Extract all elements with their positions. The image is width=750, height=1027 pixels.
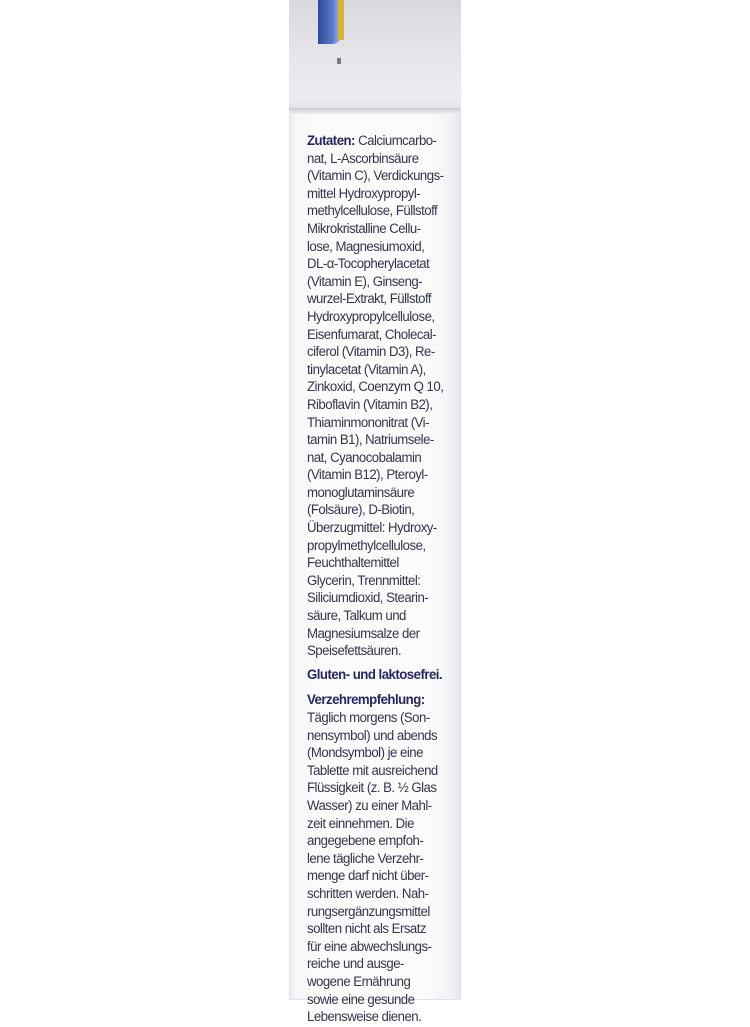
recommendation-line: reiche und ausge-	[307, 956, 404, 973]
recommendation-line: Wasser) zu einer Mahl-	[307, 797, 432, 814]
ingredients-line: (Folsäure), D-Biotin,	[307, 502, 415, 519]
package-fold-edge	[289, 108, 461, 114]
ingredients-line: propylmethylcellulose,	[307, 537, 426, 554]
ingredients-line: Speisefettsäuren.	[307, 643, 402, 660]
recommendation-heading: Verzehrempfehlung:	[307, 692, 425, 709]
ingredients-line: nat, L-Ascorbinsäure	[307, 150, 419, 167]
ingredients-line: Thiaminmononitrat (Vi-	[307, 414, 429, 431]
recommendation-line: schritten werden. Nah-	[307, 885, 429, 902]
ingredients-line: tamin B1), Natriumsele-	[307, 432, 434, 449]
ingredients-line: mittel Hydroxypropyl-	[307, 185, 421, 202]
ingredients-line: lose, Magnesiumoxid,	[307, 238, 425, 255]
recommendation-line: menge darf nicht über-	[307, 868, 429, 885]
recommendation-line: für eine abwechslungs-	[307, 938, 432, 955]
ingredients-line: Überzugmittel: Hydroxy-	[307, 520, 437, 537]
ingredients-line: Magnesiumsalze der	[307, 625, 420, 642]
ingredients-line: methylcellulose, Füllstoff	[307, 203, 438, 220]
ingredients-line: Hydroxypropylcellulose,	[307, 308, 435, 325]
ingredients-line: Calciumcarbo-	[354, 133, 437, 149]
recommendation-line: Täglich morgens (Son-	[307, 710, 430, 726]
recommendation-line: angegebene empfoh-	[307, 833, 424, 850]
logo-gold-band	[338, 0, 344, 40]
ingredients-line: ciferol (Vitamin D3), Re-	[307, 344, 435, 361]
recommendation-line: sowie eine gesunde	[307, 991, 415, 1008]
logo-mark	[337, 58, 341, 64]
ingredients-line: tinylacetat (Vitamin A),	[307, 361, 426, 378]
ingredients-line: Eisenfumarat, Cholecal-	[307, 326, 437, 343]
ingredients-line: Siliciumdioxid, Stearin-	[307, 590, 429, 607]
ingredients-section	[307, 133, 445, 661]
recommendation-line: (Mondsymbol) je eine	[307, 745, 423, 762]
recommendation-line: zeit einnehmen. Die	[307, 815, 414, 832]
gluten-lactose-note: Gluten- und laktosefrei.	[307, 666, 443, 683]
ingredients-heading: Zutaten:	[307, 133, 355, 149]
recommendation-line: Flüssigkeit (z. B. ½ Glas	[307, 780, 437, 797]
recommendation-line: wogene Ernährung	[307, 973, 411, 990]
ingredients-line: (Vitamin E), Ginseng-	[307, 273, 423, 290]
recommendation-line: sollten nicht als Ersatz	[307, 921, 426, 938]
recommendation-line: Tablette mit ausreichend	[307, 762, 438, 779]
ingredients-line: Zinkoxid, Coenzym Q 10,	[307, 379, 444, 396]
ingredients-line: (Vitamin B12), Pteroyl-	[307, 467, 428, 484]
recommendation-line: rungsergänzungsmittel	[307, 903, 430, 920]
recommendation-line: lene tägliche Verzehr-	[307, 850, 424, 867]
ingredients-line: Feuchthaltemittel	[307, 555, 399, 572]
package-top-flap	[289, 0, 461, 112]
ingredients-line: monoglutaminsäure	[307, 484, 415, 501]
ingredients-line: DL-α-Tocopherylacetat	[307, 256, 430, 273]
ingredients-line: nat, Cyanocobalamin	[307, 449, 422, 466]
ingredients-line: wurzel-Extrakt, Füllstoff	[307, 291, 432, 308]
label-text-column	[307, 133, 445, 1027]
recommendation-line: nensymbol) und abends	[307, 727, 438, 744]
ingredients-line: Riboflavin (Vitamin B2),	[307, 396, 433, 413]
brand-logo	[318, 0, 374, 72]
recommendation-section	[307, 692, 445, 1026]
ingredients-line: (Vitamin C), Verdickungs-	[307, 168, 444, 185]
recommendation-line: Lebensweise dienen.	[307, 1009, 422, 1026]
ingredients-line: Glycerin, Trennmittel:	[307, 572, 421, 589]
ingredients-line: Mikrokristalline Cellu-	[307, 220, 421, 237]
ingredients-line: säure, Talkum und	[307, 608, 406, 625]
